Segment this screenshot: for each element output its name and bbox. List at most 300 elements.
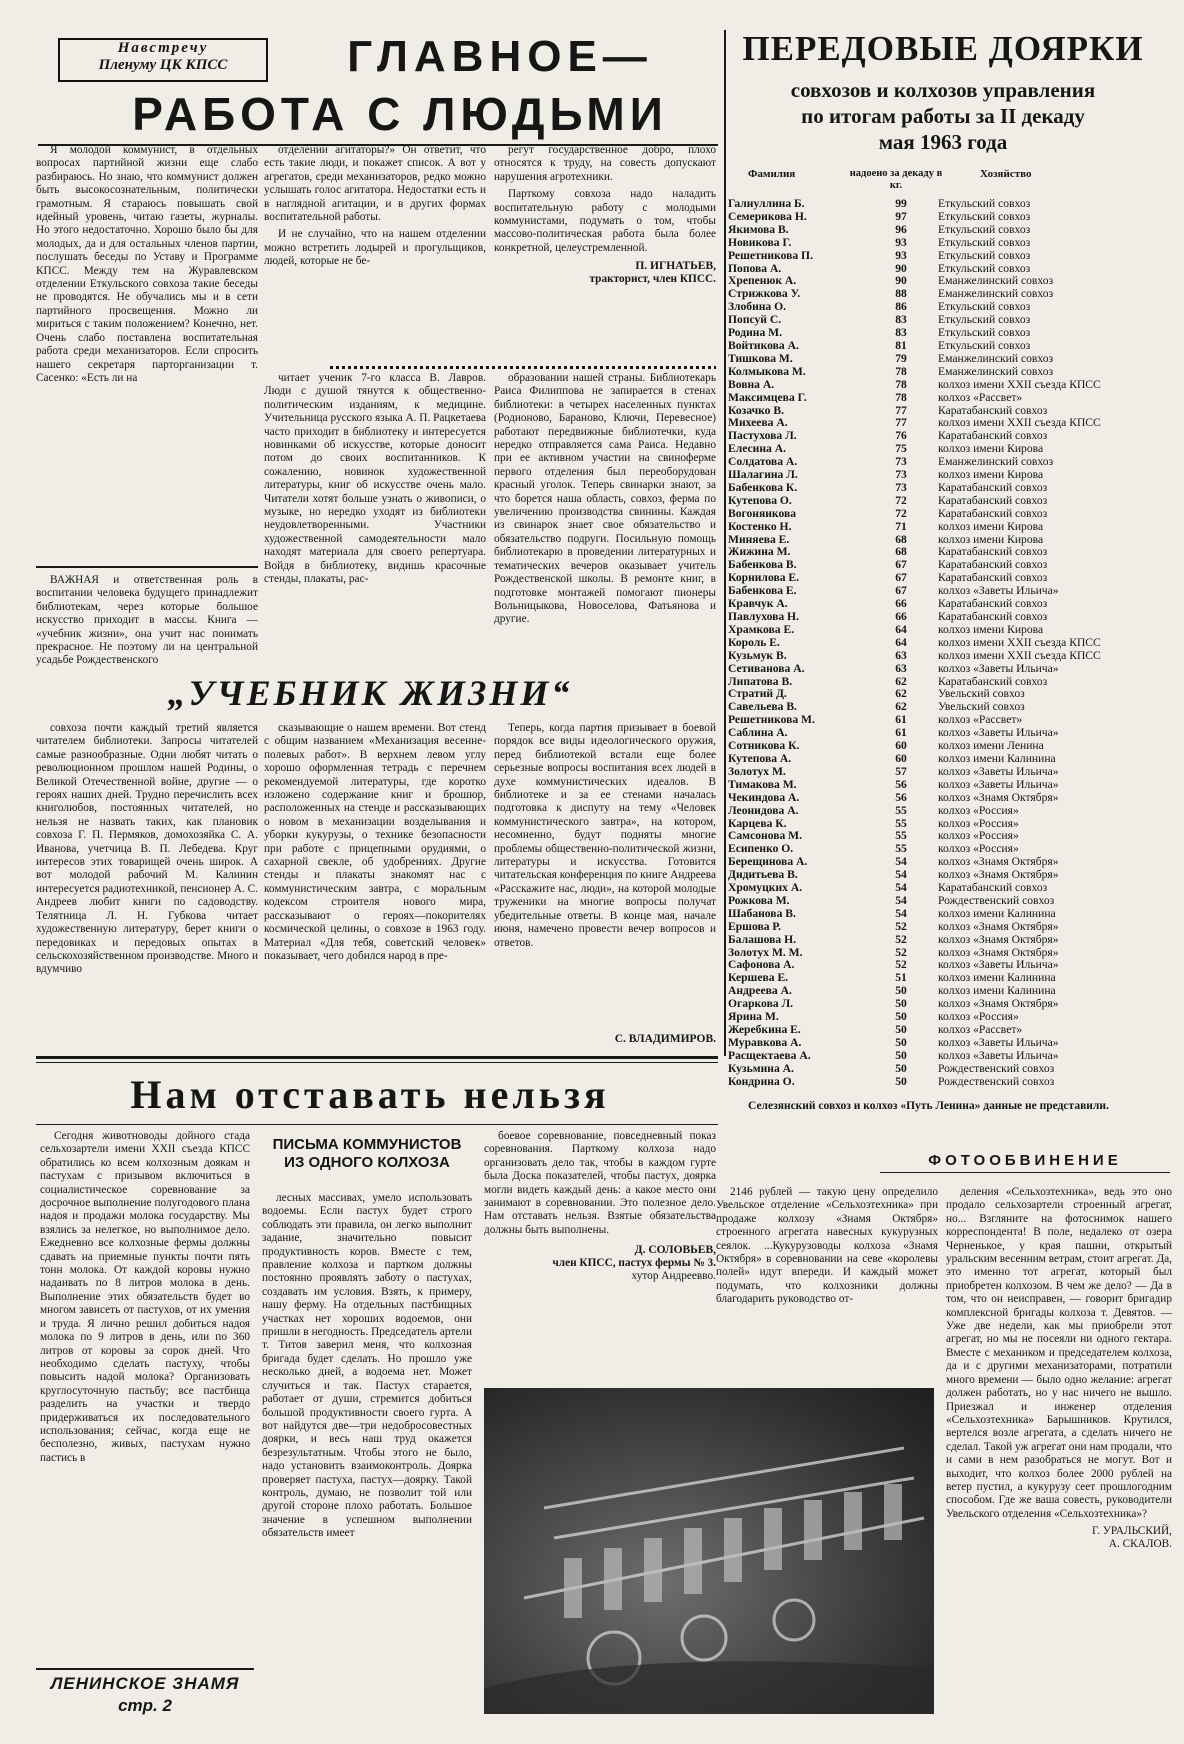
roster-milk-cell: 76 [895,429,907,443]
roster-farm-cell: колхоз «Рассвет» [938,1023,1023,1036]
roster-row [728,1063,1172,1076]
roster-row [728,237,1172,250]
article2-text-col3a: образовании нашей страны. Библиотекарь Раиса Филиппова не запирается в стенах библиотеки: в четырех населенных пунктах (Родионово, Бараново, Ключи, Перевесное) работают передвижные библиотечки, куда нередко отправляется сама Раиса. Недавно при ее активном участии на свиноферме первого отделения был переоборудован красный уголок. Теперь свинарки знают, за что борется наша область, совхоз, ферма по увеличению производства свинины. Каждая из свинарок знает свое обязательство и обязательство подруги. Посильную помощь библиотекарю в проведении литературных и тематических вечеров оказывает учитель Рождественской школы. В ремонте книг, в подготовке монтажей помогают пионеры Вольницыкова, Новоселова, Фатьянова и другие. [494,372,716,626]
roster-farm-cell: Еткульский совхоз [938,261,1031,275]
roster-farm-cell: колхоз «Россия» [938,842,1019,856]
roster-milk-cell: 68 [895,532,907,546]
roster-row [728,224,1172,237]
roster-farm-cell: колхоз «Россия» [938,803,1019,817]
roster-farm-cell: Каратабанский совхоз [938,480,1048,494]
article2-bottom-rule [36,1056,718,1059]
roster-row [728,340,1172,353]
roster-name-cell: Кравчук А. [728,597,788,611]
article3-text-col1: Сегодня животноводы дойного стада сельхозартели имени XXII съезда КПСС обратились ко всем колхозным доякам и пастухам с призывом включиться в социалистическое соревнование за досрочное выполнение полугодового плана надоя и продажи молока государству. Мы взялись за нелегкое, но выполнимое дело. Ежедневно все колхозные фермы должны сдавать на приемные пункты почти пять тонн молока. От каждой коровы нужно надаивать по 8 литров молока в день. Выполнение этих обязательств будет во многом зависеть от пастухов, от их умения и труда. Я лично решил добиться надоя молока по 9 литров в день, или по 360 литров от коровы за сорок дней. Что необходимо сделать пастуху, чтобы повысить надой молока? Организовать круглосуточную пастьбу; все пастбища разделить на участки и твердо придерживаться их последовательного использования; сейчас, когда еще не бесполезно, живых, пастухам нужно пастись в [40,1130,250,1464]
roster-milk-cell: 54 [895,893,907,907]
roster-farm-cell: колхоз «Заветы Ильича» [938,958,1059,972]
article2-col2-bottom [264,722,486,1052]
roster-milk-cell: 55 [895,803,907,817]
roster-row [728,882,1172,895]
article2-text-col1b: совхоза почти каждый третий является читателем библиотеки. Запросы читателей самые разнообразные. Одни любят читать о революционном прошлом нашей Родины, о Великой Отечественной войне, другие — о героях наших дней. Трудно перечислить всех книголюбов, постоянных читателей, но нельзя не назвать таких, как плановик совхоза Г. П. Пермяков, домохозяйка С. А. Иванова, учетчица В. П. Лебедева. Круг интересов этих товарищей очень широк. А вот молодой рабочий М. Калинин интересуется радиотехникой, пенсионер А. С. Андреев любит книги по садоводству. Телятница Л. Н. Губкова читает художественную литературу, берет книги о передовиках и передовых опытах в сельскохозяйственном производстве. Много и вдумчиво [36,722,258,976]
roster-col-farm-header: Хозяйство [980,168,1032,180]
roster-farm-cell: Каратабанский совхоз [938,403,1048,417]
roster-milk-cell: 78 [895,377,907,391]
roster-milk-cell: 73 [895,455,907,469]
article2-text-col2b: сказывающие о нашем времени. Вот стенд с общим названием «Механизация весенне-полевых работ». В верхнем левом углу хорошо оформленная тетрадь с перечнем рекомендуемой литературы, где коротко изложено содержание книг и брошюр, расположенных на стенде и рассказывающих о новом в механизации возделывания и уборки кукурузы, о технике безопасности при работе с прицепными орудиями, о сахарной свекле, об удобрениях. Другие стенды и плакаты знакомят нас с коммунистическим завтра, с моральным кодексом строителя нового мира, рассказывают о героях—покорителях космической целины, о совхозе в 1963 году. Материал «Для тебя, советский человек» показывает, чего добился народ в пре- [264,722,486,962]
roster-farm-cell: Еманжелинский совхоз [938,455,1054,469]
roster-row [728,624,1172,637]
roster-row [728,895,1172,908]
roster-name-cell: Огаркова Л. [728,997,794,1011]
roster-farm-cell: Еткульский совхоз [938,235,1031,249]
photo-piece-signature1: Г. УРАЛЬСКИЙ, [1092,1525,1172,1538]
article3-text-col3: боевое соревнование, повседневный показ соревнования. Парткому колхоза надо организовать дело так, чтобы в каждом гурте была Доска показателей, чтобы пастух, доярка могли видеть каждый день: а какое место они занимают в соревновании. Это полезное дело. Нам отставать нельзя. Взятые обязательства должны быть выполнены. [484,1130,716,1236]
roster-row [728,250,1172,263]
roster-row [728,921,1172,934]
roster-farm-cell: Рождественский совхоз [938,893,1055,907]
roster-milk-cell: 56 [895,777,907,791]
roster-milk-cell: 97 [895,209,907,223]
roster-name-cell: Липатова В. [728,674,793,688]
roster-milk-cell: 79 [895,351,907,365]
roster-name-cell: Вогоняикова [728,506,797,520]
roster-farm-cell: колхоз «Рассвет» [938,713,1023,727]
roster-milk-cell: 61 [895,726,907,740]
photo-piece-header: ФОТООБВИНЕНИЕ [928,1152,1122,1169]
roster-farm-cell: колхоз имени Калинина [938,984,1056,998]
roster-name-cell: Колмыкова М. [728,364,806,378]
article1-text-col3b: Парткому совхоза надо наладить воспитательную работу с молодыми коммунистами, подумать о том, чтобы массово-политическая работа была более конкретной, целеустремленной. [494,188,716,254]
article1-text-col1: Я молодой коммунист, в отдельных вопросах партийной жизни еще слабо разбираюсь. Но знаю, что коммунист должен быть высокосознательным, политически грамотным. Я стараюсь повышать свой идейный уровень, читаю газеты, журналы. Но этого недостаточно. Хорошо было бы для молодых, да и для остальных членов партии, послушать беседы по Уставу и Программе КПСС. Между тем на Журавлевском отделении Еткульского совхоза такие беседы не проводятся. Не обучались мы и в сети партийного просвещения. Можно ли мириться с таким положением? Конечно, нет. Очень слабо поставлена воспитательная работа среди механизаторов. Если спросить нашего секретаря парторганизации т. Сасенко: «Есть ли на [36,144,258,384]
roster-farm-cell: колхоз «Знамя Октября» [938,855,1059,869]
roster-row [728,1050,1172,1063]
roster-col-name-header: Фамилия [748,168,796,180]
roster-milk-cell: 75 [895,442,907,456]
roster-farm-cell: колхоз имени XXII съезда КПСС [938,416,1101,430]
roster-row [728,1024,1172,1037]
photo-piece-col2 [946,1186,1172,1706]
roster-farm-cell: Еманжелинский совхоз [938,351,1054,365]
roster-farm-cell: колхоз имени Калинина [938,906,1056,920]
roster-farm-cell: Каратабанский совхоз [938,881,1048,895]
roster-milk-cell: 52 [895,958,907,972]
roster-name-cell: Жеребкина Е. [728,1023,801,1036]
roster-name-cell: Кутепова А. [728,751,792,765]
roster-name-cell: Корнилова Е. [728,571,800,585]
roster-name-cell: Семерикова Н. [728,209,807,223]
roster-name-cell: Решетникова П. [728,248,813,262]
roster-milk-cell: 63 [895,661,907,675]
roster-name-cell: Решетникова М. [728,713,815,727]
roster-farm-cell: колхоз «Знамя Октября» [938,932,1059,946]
roster-row [728,1076,1172,1089]
roster-farm-cell: колхоз имени Кирова [938,519,1044,533]
roster-farm-cell: колхоз имени Кирова [938,468,1044,482]
roster-name-cell: Карцева К. [728,816,787,830]
roster-row [728,353,1172,366]
roster-farm-cell: Каратабанский совхоз [938,558,1048,572]
roster-milk-cell: 51 [895,971,907,985]
roster-name-cell: Жижина М. [728,545,791,559]
roster-farm-cell: колхоз «Рассвет» [938,390,1023,404]
roster-milk-cell: 83 [895,326,907,340]
roster-name-cell: Попсуй С. [728,313,782,327]
roster-farm-cell: колхоз «Заветы Ильича» [938,661,1059,675]
roster-milk-cell: 60 [895,751,907,765]
roster-milk-cell: 57 [895,764,907,778]
roster-table-wrap [728,198,1172,1098]
roster-farm-cell: Каратабанский совхоз [938,506,1048,520]
article1-col2 [264,144,486,364]
article3-title: Нам отставать нельзя [130,1072,610,1117]
roster-farm-cell: Увельский совхоз [938,700,1025,714]
roster-name-cell: Шалагина Л. [728,468,798,482]
article2-text-col2a: читает ученик 7-го класса В. Лавров. Люди с душой тянутся к общественно-политическим изданиям, к медицине. Учительница русского языка А. П. Рацкетаева часто приходит в библиотеку и интересуется новинками об искусстве, которые доносит потом до своих воспитанников. К сожалению, новинок художественной литературы, книг об искусстве очень мало. Читатели хотят больше узнать о живописи, о музыке, но нередко уходят из библиотеки неудовлетворенными. Участники художественной самодеятельности мало находят материала для своего репертуара. Войдя в библиотеку, видишь красочные стенды, плакаты, рас- [264,372,486,586]
roster-milk-cell: 88 [895,287,907,301]
article1-text-col2a: отделении агитаторы?» Он ответит, что есть такие люди, и покажет список. А вот у агрегатов, среди механизаторов, редко можно услышать голос агитатора. Недостатки есть и в наглядной агитации, и в других формах воспитательной работы. [264,144,486,224]
roster-milk-cell: 52 [895,932,907,946]
page-vertical-rule [724,30,726,1056]
roster-name-cell: Павлухова Н. [728,610,799,623]
roster-farm-cell: колхоз имени XXII съезда КПСС [938,635,1101,649]
roster-row [728,482,1172,495]
roster-farm-cell: колхоз «Заветы Ильича» [938,584,1059,598]
roster-milk-cell: 66 [895,597,907,611]
article1-text-col2b: И не случайно, что на нашем отделении можно встретить лодырей и прогульщиков, людей, которые не бе- [264,228,486,268]
roster-row [728,792,1172,805]
roster-milk-cell: 60 [895,739,907,753]
roster-milk-cell: 50 [895,1010,907,1024]
roster-name-cell: Дидитьева В. [728,868,798,882]
photo-piece-header-rule [880,1172,1170,1173]
roster-milk-cell: 72 [895,506,907,520]
roster-name-cell: Чекиндова А. [728,790,800,804]
agregate-photo [484,1388,934,1714]
roster-row [728,779,1172,792]
roster-row [728,663,1172,676]
roster-name-cell: Родина М. [728,326,783,340]
photo-piece-signature2: А. СКАЛОВ. [1108,1538,1172,1551]
roster-name-cell: Солдатова А. [728,455,798,469]
roster-farm-cell: колхоз «Заветы Ильича» [938,726,1059,740]
roster-farm-cell: колхоз имени Калинина [938,971,1056,985]
roster-row [728,934,1172,947]
roster-farm-cell: Еткульский совхоз [938,209,1031,223]
roster-name-cell: Кутепова О. [728,493,792,507]
photo-piece-text-col2: деления «Сельхозтехника», ведь это оно продало сельхозартели строенный агрегат, но... Взгляните на фотоснимок нашего корреспондента! В поле, недалеко от озера Черненькое, у края пашни, открытый уральским весенним ветрам, стоит агрегат. Да, это именно тот агрегат, который был приобретен колхозом. В чем же дело? — Да в том, что он неисправен, — говорит бригадир комплексной бригады колхоза т. Девятов. — Уже две недели, как мы приобрели этот агрегат, но мы не посеяли ни одного гектара. Вместе с механиком и председателем колхоза, да и с другими механизаторами, потратили много времени — было одно желание: агрегат должен работать, но у нас ничего не вышло. Приезжал и инженер отделения «Сельхозтехника» Барышников. Крутился, вертелся возле агрегата, а сделать ничего не сделал. Такой уж агрегат они нам продали, что и сами в нем разобраться не могут. Вот и выходит, что колхоз более 2000 рублей на ветер пустил, а кукурузу сеет прошлогодним способом. Где же ваша совесть, руководители Увельского отделения «Сельхозтехника»? [946,1186,1172,1520]
roster-name-cell: Кондрина О. [728,1074,795,1088]
article3-col3 [484,1130,716,1320]
roster-farm-cell: колхоз «Знамя Октября» [938,868,1059,882]
roster-name-cell: Золотух М. М. [728,945,803,959]
roster-name-cell: Бабенкова В. [728,558,797,572]
roster-name-cell: Галнуллина Б. [728,198,805,210]
roster-farm-cell: Каратабанский совхоз [938,493,1048,507]
roster-name-cell: Ершова Р. [728,919,781,933]
roster-milk-cell: 67 [895,558,907,572]
roster-name-cell: Муравкова А. [728,1035,802,1049]
roster-name-cell: Храмкова Е. [728,622,795,636]
roster-milk-cell: 50 [895,984,907,998]
article2-title: „УЧЕБНИК ЖИЗНИ“ [167,673,573,713]
article3-text-col2: лесных массивах, умело использовать водоемы. Если пастух будет строго соблюдать эти правила, он легко выполнит задание, значительно повысит продуктивность коров. Вместе с тем, правление колхоза и партком должны постоянно проявлять заботу о пастухах, создавать им условия. Взять, к примеру, нашу ферму. На отдельных пастбищных участках нет хороших водоемов, они пришли в негодность. Председатель артели т. Титов заверил меня, что колхозная бригада будет сделать. Но прошло уже несколько дней, а водоема нет. Может случиться и так. Пастух старается, работает от души, стремится добиться большой продуктивности своего гурта. А вот найдутся две—три недобросовестных доярки, и весь наш труд окажется безрезультатным. Чтобы этого не было, надо установить взаимоконтроль. Доярка проверяет пастуха, пастух—доярку. Такой контроль, думаю, не позволит той или другой стороне плохо работать. Большое значение в успешном выполнении обязательств имеет [262,1192,472,1540]
roster-farm-cell: колхоз имени XXII съезда КПСС [938,648,1101,662]
roster-farm-cell: колхоз «Заветы Ильича» [938,1035,1059,1049]
article3-col1 [40,1130,250,1670]
roster-name-cell: Андреева А. [728,984,792,998]
roster-row [728,805,1172,818]
roster-row [728,198,1172,211]
article3-signature: Д. СОЛОВЬЕВ, [634,1244,716,1257]
roster-name-cell: Войтикова А. [728,338,799,352]
roster-name-cell: Стратий Д. [728,687,787,701]
roster-milk-cell: 50 [895,997,907,1011]
main-headline-line1: ГЛАВНОЕ— [347,32,653,81]
header-box [58,38,268,82]
roster-name-cell: Вовна А. [728,377,775,391]
roster-row [728,469,1172,482]
roster-farm-cell: колхоз имени Кирова [938,442,1044,456]
roster-name-cell: Леонидова А. [728,803,799,817]
roster-row [728,211,1172,224]
roster-milk-cell: 67 [895,571,907,585]
article2-col1-bottom [36,722,258,1052]
footer-paper-name: ЛЕНИНСКОЕ ЗНАМЯ [50,1674,240,1693]
roster-farm-cell: колхоз «Заветы Ильича» [938,777,1059,791]
roster-row [728,908,1172,921]
article1-signature: П. ИГНАТЬЕВ, [635,260,716,273]
roster-name-cell: Балашова Н. [728,932,797,946]
roster-milk-cell: 55 [895,816,907,830]
roster-milk-cell: 86 [895,300,907,314]
roster-farm-cell: Еткульский совхоз [938,198,1031,210]
article1-col1 [36,144,258,564]
roster-milk-cell: 50 [895,1061,907,1075]
roster-row [728,611,1172,624]
article1-divider [330,366,716,369]
roster-name-cell: Золотух М. [728,764,786,778]
roster-milk-cell: 54 [895,855,907,869]
article2-text-col1a: ВАЖНАЯ и ответственная роль в воспитании человека будущего принадлежит библиотекам, через которые большое искусство приходит в массы. Книга — «учебник жизни», она учит нас понимать прекрасное. Не поэтому ли на центральной усадьбе Рождественского [36,574,258,667]
roster-farm-cell: колхоз «Россия» [938,829,1019,843]
roster-name-cell: Сотникова К. [728,739,800,753]
roster-milk-cell: 73 [895,480,907,494]
roster-farm-cell: колхоз «Россия» [938,1010,1019,1024]
roster-name-cell: Хромуцких А. [728,881,803,895]
roster-milk-cell: 68 [895,545,907,559]
roster-row [728,521,1172,534]
roster-name-cell: Самсонова М. [728,829,802,843]
roster-milk-cell: 50 [895,1048,907,1062]
roster-footnote: Селезянский совхоз и колхоз «Путь Ленина» данные не представили. [748,1100,1109,1112]
roster-farm-cell: Еткульский совхоз [938,248,1031,262]
roster-milk-cell: 62 [895,687,907,701]
roster-farm-cell: колхоз «Россия» [938,816,1019,830]
roster-name-cell: Кузьмук В. [728,648,787,662]
roster-col-milk-header: надоено за декаду в кг. [849,168,943,191]
roster-row [728,366,1172,379]
roster-milk-cell: 78 [895,390,907,404]
roster-farm-cell: колхоз «Заветы Ильича» [938,1048,1059,1062]
roster-name-cell: Пастухова Л. [728,429,797,443]
article2-col3-bottom [494,722,716,1034]
roster-row [728,495,1172,508]
roster-milk-cell: 56 [895,790,907,804]
article2-left-rule [36,566,258,568]
footer-page-number: стр. 2 [118,1696,172,1715]
roster-farm-cell: Еткульский совхоз [938,326,1031,340]
roster-farm-cell: Еманжелинский совхоз [938,287,1054,301]
roster-farm-cell: Рождественский совхоз [938,1061,1055,1075]
roster-farm-cell: колхоз имени Кирова [938,532,1044,546]
roster-subtitle2: по итогам работы за II декаду [801,104,1085,128]
roster-name-cell: Злобина О. [728,300,787,314]
roster-farm-cell: колхоз «Знамя Октября» [938,997,1059,1011]
roster-milk-cell: 73 [895,468,907,482]
roster-milk-cell: 83 [895,313,907,327]
roster-name-cell: Козачко В. [728,403,785,417]
roster-milk-cell: 61 [895,713,907,727]
article1-col3 [494,144,716,364]
roster-name-cell: Король Е. [728,635,780,649]
roster-name-cell: Бабенкова Е. [728,584,797,598]
roster-name-cell: Костенко Н. [728,519,792,533]
roster-milk-cell: 64 [895,635,907,649]
roster-milk-cell: 96 [895,222,907,236]
main-headline-line2: РАБОТА С ЛЮДЬМИ [132,88,668,140]
roster-farm-cell: колхоз имени Ленина [938,739,1044,753]
roster-table [728,198,1172,1089]
roster-name-cell: Тимакова М. [728,777,797,791]
article2-col2-top [264,372,486,694]
header-box-line1: Навстречу [117,40,209,56]
article3-title-rule [36,1124,718,1125]
article2-text-col3b: Теперь, когда партия призывает в боевой порядок все виды идеологического оружия, перед библиотекой встали еще более серьезные вопросы воспитания всех людей в духе коммунистических идеалов. В библиотеке и за ее стенами началась подготовка к диспуту на тему «Человек коммунистического завтра», на котором, несомненно, будут подняты многие проблемы общественно-политической жизни, литературы и искусства. Готовится читательская конференция по книге Андреева «Расскажите нас, люди», на которой молодые труженики на многие вопросы получат убедительные ответы. В конце мая, начале июня, намечено провести вечер вопросов и ответов. [494,722,716,949]
article3-signature-role: член КПСС, пастух фермы № 3. [552,1257,716,1270]
header-box-line2: Пленуму ЦК КПСС [98,57,228,73]
roster-farm-cell: Еткульский совхоз [938,222,1031,236]
roster-milk-cell: 62 [895,700,907,714]
roster-milk-cell: 52 [895,945,907,959]
roster-milk-cell: 99 [895,198,907,210]
roster-milk-cell: 54 [895,881,907,895]
roster-farm-cell: Каратабанский совхоз [938,597,1048,611]
article2-col3-top [494,372,716,694]
roster-row [728,766,1172,779]
roster-milk-cell: 55 [895,829,907,843]
article3-col2 [262,1192,472,1712]
roster-name-cell: Елесина А. [728,442,786,456]
roster-milk-cell: 64 [895,622,907,636]
roster-farm-cell: колхоз «Заветы Ильича» [938,764,1059,778]
roster-milk-cell: 93 [895,248,907,262]
roster-milk-cell: 63 [895,648,907,662]
roster-name-cell: Хрепенюк А. [728,274,797,288]
roster-farm-cell: Каратабанский совхоз [938,674,1048,688]
article3-subhead: ПИСЬМА КОММУНИСТОВ ИЗ ОДНОГО КОЛХОЗА [272,1136,462,1171]
roster-milk-cell: 78 [895,364,907,378]
roster-milk-cell: 72 [895,493,907,507]
photo-piece-col1 [716,1186,938,1386]
roster-farm-cell: Каратабанский совхоз [938,571,1048,585]
article2-bottom-rule-2 [36,1062,718,1063]
roster-farm-cell: Рождественский совхоз [938,1074,1055,1088]
roster-name-cell: Стрижкова У. [728,287,801,301]
roster-name-cell: Миняева Е. [728,532,790,546]
roster-name-cell: Есипенко О. [728,842,794,856]
roster-farm-cell: колхоз «Знамя Октября» [938,919,1059,933]
article3-signature-place: хутор Андреевво. [631,1270,716,1283]
roster-name-cell: Шабанова В. [728,906,796,920]
roster-row [728,637,1172,650]
roster-name-cell: Кершева Е. [728,971,789,985]
roster-farm-cell: Еткульский совхоз [938,338,1031,352]
roster-milk-cell: 54 [895,906,907,920]
roster-name-cell: Ярина М. [728,1010,779,1024]
roster-milk-cell: 66 [895,610,907,623]
roster-name-cell: Кузьмина А. [728,1061,794,1075]
roster-name-cell: Сафонова А. [728,958,795,972]
roster-farm-cell: Каратабанский совхоз [938,429,1048,443]
roster-name-cell: Рожкова М. [728,893,790,907]
roster-farm-cell: колхоз «Знамя Октября» [938,790,1059,804]
roster-milk-cell: 93 [895,235,907,249]
roster-milk-cell: 90 [895,261,907,275]
roster-title: ПЕРЕДОВЫЕ ДОЯРКИ [742,29,1144,68]
roster-milk-cell: 50 [895,1023,907,1036]
roster-farm-cell: Увельский совхоз [938,687,1025,701]
roster-farm-cell: колхоз имени Калинина [938,751,1056,765]
roster-milk-cell: 77 [895,416,907,430]
roster-name-cell: Саблина А. [728,726,788,740]
roster-row [728,392,1172,405]
footer-rule [36,1668,254,1670]
seeder-illustration [484,1388,934,1714]
roster-name-cell: Сетиванова А. [728,661,805,675]
photo-piece-text-col1: 2146 рублей — такую цену определило Увельское отделение «Сельхозтехника» при продаже колхозу «Знамя Октября» строенного агрегата навесных кукурузных сеялок. ...Кукурузоводы колхоза «Знамя Октября» в соревновании на севе «королевы полей» идут впереди. И каждый может подумать, что колхозники должны благодарить руководство от- [716,1186,938,1306]
roster-subtitle1: совхозов и колхозов управления [790,78,1096,102]
roster-milk-cell: 50 [895,1074,907,1088]
article1-signature-role: тракторист, член КПСС. [589,273,716,286]
roster-row [728,508,1172,521]
article1-text-col3a: регут государственное добро, плохо относятся к труду, на совесть допускают нарушения агротехники. [494,144,716,183]
roster-farm-cell: колхоз «Знамя Октября» [938,945,1059,959]
roster-farm-cell: колхоз имени Кирова [938,622,1044,636]
roster-name-cell: Бабенкова К. [728,480,798,494]
roster-farm-cell: Еманжелинский совхоз [938,364,1054,378]
roster-farm-cell: Каратабанский совхоз [938,545,1048,559]
roster-milk-cell: 55 [895,842,907,856]
roster-name-cell: Тишкова М. [728,351,793,365]
roster-milk-cell: 81 [895,338,907,352]
roster-name-cell: Савельева В. [728,700,797,714]
roster-row [728,379,1172,392]
roster-name-cell: Берещинова А. [728,855,808,869]
roster-row [728,650,1172,663]
roster-milk-cell: 77 [895,403,907,417]
roster-name-cell: Расщектаева А. [728,1048,811,1062]
roster-farm-cell: Еманжелинский совхоз [938,274,1054,288]
roster-subtitle3: мая 1963 года [878,130,1008,154]
roster-row [728,753,1172,766]
roster-milk-cell: 50 [895,1035,907,1049]
roster-milk-cell: 71 [895,519,907,533]
roster-farm-cell: Каратабанский совхоз [938,610,1048,623]
roster-milk-cell: 67 [895,584,907,598]
roster-milk-cell: 54 [895,868,907,882]
roster-farm-cell: Еткульский совхоз [938,300,1031,314]
roster-name-cell: Михеева А. [728,416,788,430]
roster-milk-cell: 62 [895,674,907,688]
